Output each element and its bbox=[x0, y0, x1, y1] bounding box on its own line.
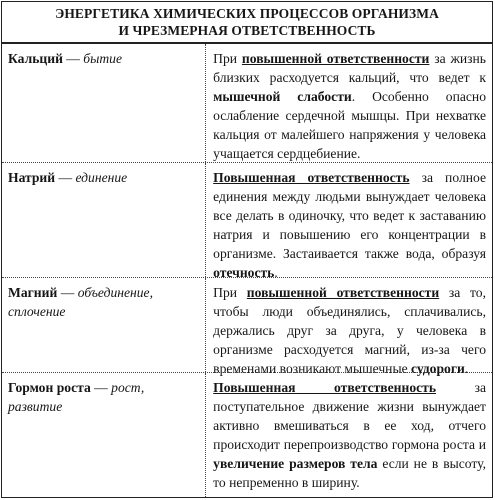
element-cell bbox=[2, 163, 206, 277]
title-line-2: И ЧРЕЗМЕРНАЯ ОТВЕТСТВЕННОСТЬ bbox=[118, 23, 376, 38]
text-fragment: за жизнь близких расходуется кальций, что ведет к bbox=[213, 51, 486, 85]
bold-term: отечность bbox=[213, 265, 275, 280]
bold-term: судороги bbox=[411, 361, 465, 376]
text-fragment: . bbox=[464, 361, 469, 376]
table-row bbox=[2, 44, 492, 162]
text-fragment: . bbox=[274, 265, 278, 280]
underlined-term: повышенной ответственности bbox=[246, 285, 440, 300]
element-meaning: бытие bbox=[83, 51, 122, 66]
element-name: Магний bbox=[8, 285, 58, 300]
bold-term: мышечной слабости bbox=[213, 89, 352, 104]
table-row bbox=[2, 277, 492, 376]
dash: — bbox=[57, 285, 78, 300]
element-cell bbox=[2, 373, 206, 497]
table-title bbox=[2, 2, 492, 44]
description-cell bbox=[206, 373, 492, 497]
description-cell bbox=[206, 278, 492, 376]
text-fragment: При bbox=[213, 51, 242, 66]
content-table bbox=[1, 1, 493, 498]
element-meaning: рост, развитие bbox=[8, 380, 145, 414]
element-name: Гормон роста bbox=[8, 380, 91, 395]
dash: — bbox=[62, 51, 84, 66]
text-fragment: . Особенно опасно ослабление сердечной мышцы. При нехватке кальция от малейшего напряжения у человека учащается сердцебиение. bbox=[213, 89, 486, 161]
underlined-term: Повышенная ответственность bbox=[213, 380, 437, 395]
table-row bbox=[2, 162, 492, 280]
text-fragment: если не в высоту, то непременно в ширину. bbox=[213, 456, 486, 490]
element-cell bbox=[2, 44, 206, 162]
bold-term: увеличение размеров тела bbox=[213, 456, 378, 471]
text-fragment: за поступательное движение жизни вынуждает активно вмешиваться в ее ход, отчего происходит перепроизводство гормона роста и bbox=[213, 380, 486, 452]
underlined-term: Повышенная ответственность bbox=[213, 170, 410, 185]
element-meaning: единение bbox=[75, 170, 128, 185]
text-fragment: за полное единения между людьми вынуждает человека все делать в одиночку, что ведет к заставанию натрия и повышению его концентрации в организме. Застаивается также вода, образуя bbox=[213, 170, 486, 261]
text-fragment: за то, чтобы люди объединялись, сплачивались, держались друг за друга, у человека в организме расходуется магний, из-за чего временами возникают мышечные bbox=[213, 285, 486, 376]
title-line-1: ЭНЕРГЕТИКА ХИМИЧЕСКИХ ПРОЦЕССОВ ОРГАНИЗМА bbox=[55, 6, 439, 21]
description-cell bbox=[206, 44, 492, 162]
description-cell bbox=[206, 163, 492, 280]
element-meaning: объединение, сплочение bbox=[8, 285, 153, 319]
dash: — bbox=[90, 380, 112, 395]
text-fragment: При bbox=[213, 285, 247, 300]
element-name: Кальций bbox=[8, 51, 63, 66]
table-row bbox=[2, 372, 492, 497]
element-cell bbox=[2, 278, 206, 372]
underlined-term: повышенной ответственности bbox=[241, 51, 430, 66]
dash: — bbox=[55, 170, 76, 185]
element-name: Натрий bbox=[8, 170, 56, 185]
